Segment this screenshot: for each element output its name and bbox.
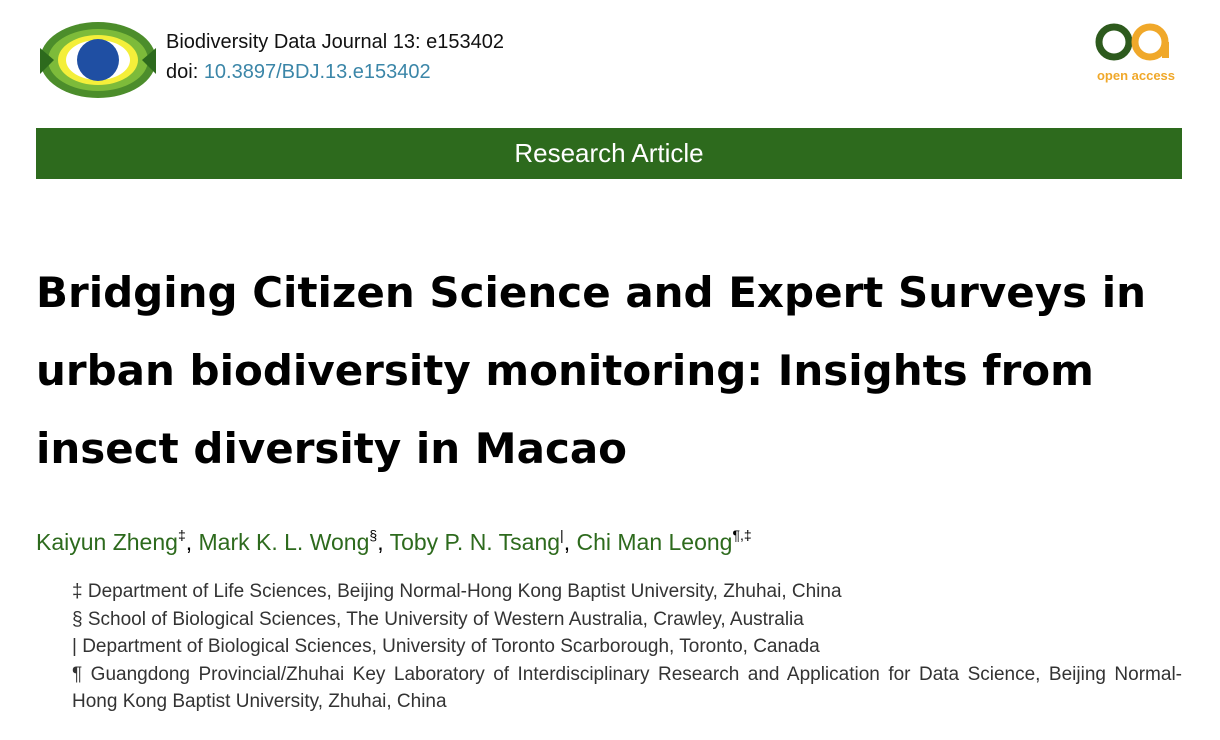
author-name[interactable]: Mark K. L. Wong (198, 529, 370, 555)
open-access-label: open access (1096, 68, 1176, 83)
affiliation: | Department of Biological Sciences, University of Toronto Scarborough, Toronto, Canada (72, 636, 820, 657)
doi-link[interactable]: 10.3897/BDJ.13.e153402 (203, 61, 431, 83)
open-access-icon (1092, 18, 1180, 66)
affiliation: § School of Biological Sciences, The University of Western Australia, Crawley, Australia (72, 608, 804, 630)
doi-line (166, 57, 504, 87)
author-name[interactable]: Chi Man Leong (576, 529, 733, 555)
open-access-badge (1092, 18, 1180, 86)
article-type-label: Research Article (514, 138, 704, 168)
author-marks: ‡ (177, 527, 186, 543)
journal-info (166, 27, 504, 87)
author-list: Kaiyun Zheng‡, Mark K. L. Wong§, Toby P. N. Tsang|, Chi Man Leong¶,‡ (36, 527, 752, 555)
author-name[interactable]: Toby P. N. Tsang (389, 529, 561, 555)
article-type-banner (36, 128, 1182, 179)
journal-logo-icon (38, 18, 158, 102)
author-marks: | (560, 527, 564, 543)
author-name[interactable]: Kaiyun Zheng (36, 529, 178, 555)
affiliation: ‡ Department of Life Sciences, Beijing Normal-Hong Kong Baptist University, Zhuhai, China (72, 581, 842, 602)
author-marks: ¶,‡ (732, 527, 752, 543)
affiliation-list (72, 578, 1182, 716)
article-title: Bridging Citizen Science and Expert Surveys in urban biodiversity monitoring: Insights from insect diversity in Macao (36, 268, 1147, 473)
affiliation: ¶ Guangdong Provincial/Zhuhai Key Laboratory of Interdisciplinary Research and Application for Data Science, Beijing Normal-Hong Kong Baptist University, Zhuhai, China (72, 663, 1182, 712)
doi-prefix: doi: (166, 61, 204, 83)
author-marks: § (369, 527, 378, 543)
journal-citation: Biodiversity Data Journal 13: e153402 (166, 31, 504, 53)
